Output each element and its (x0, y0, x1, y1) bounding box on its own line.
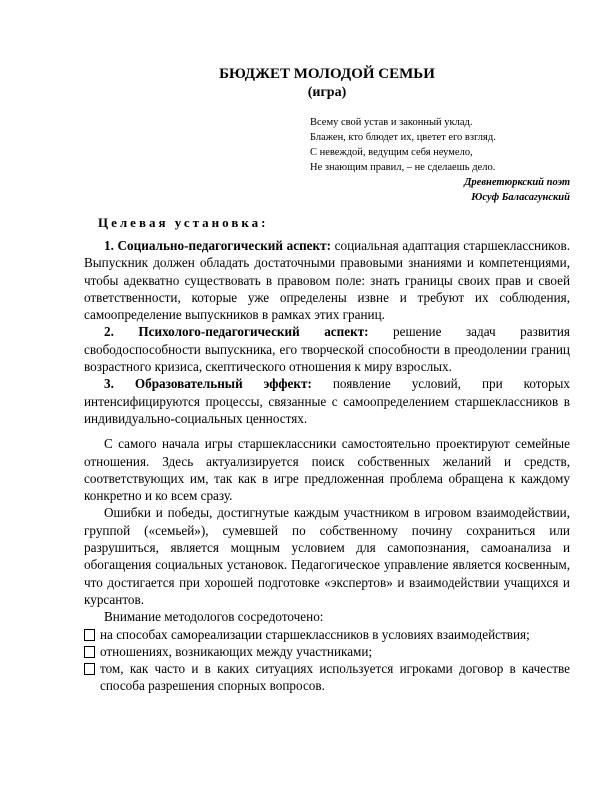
aspect-number: 3. (104, 376, 114, 392)
section-heading: Целевая установка: (98, 215, 269, 230)
list-item-text: отношениях, возникающих между участниками; (100, 643, 373, 659)
checkbox-square-icon (84, 663, 95, 675)
document-page (84, 66, 570, 695)
aspect-text: социальная адаптация старшеклассников. Выпускник должен обладать достаточными правовыми знаниями и компетенциями, чтобы адекватно существовать в правовом поле: знать границы своих прав и своей ответственности, которые уже определены извне и требуют их соблюдения, самоопределение выпускников в рамках этих границ. (84, 238, 571, 323)
list-item-text: на способах самореализации старшеклассников в условиях взаимодействия; (100, 626, 530, 642)
list-item (84, 626, 570, 643)
aspect-label: Социально-педагогический аспект: (117, 238, 331, 253)
aspect-text: решение задач развития свободоспособности выпускника, его творческой способности в преодолении границ возрастного кризиса, скептического отношения к миру взрослых. (84, 324, 570, 375)
list-item (84, 643, 570, 660)
list-item (84, 660, 570, 695)
epigraph-author-role: Древнетюркский поэт (464, 177, 570, 188)
aspect-number: 1. (104, 238, 114, 253)
aspect-label: Психолого-педагогический аспект: (138, 324, 369, 340)
checkbox-square-icon (84, 629, 95, 641)
body-paragraph: С самого начала игры старшеклассники самостоятельно проектируют семейные отношения. Здесь актуализируется поиск собственных желаний и средств, соответствующих им, так как в игре предложенная проблема обращена к каждому конкретно и ко всем сразу. (84, 436, 570, 504)
epigraph-author-name: Юсуф Баласагунский (471, 192, 570, 203)
document-title: БЮДЖЕТ МОЛОДОЙ СЕМЬИ (219, 66, 435, 82)
epigraph-line: Не знающим правил, – не сделаешь дело. (310, 162, 496, 173)
epigraph-line: Всему свой устав и законный уклад. (310, 117, 473, 128)
body-paragraph: Внимание методологов сосредоточено: (104, 609, 324, 625)
checkbox-square-icon (84, 646, 95, 658)
epigraph-line: С невеждой, ведущим себя неумело, (310, 147, 473, 158)
aspect-label: Образовательный эффект: (134, 376, 312, 392)
body-paragraph: Ошибки и победы, достигнутые каждым участником в игровом взаимодействии, группой («семьей»), сумевшей по собственному почину сохраниться или разрушиться, является мощным условием для самопознания, самоанализа и обогащения социальных установок. Педагогическое управление является косвенным, что достигается при хорошей подготовке «экспертов» и взаимодействии учащихся и курсантов. (84, 505, 570, 607)
aspect-item (84, 237, 570, 323)
epigraph-line: Блажен, кто блюдет их, цветет его взгляд. (310, 132, 496, 143)
aspect-text: появление условий, при которых интенсифицируются процессы, связанные с самоопределением старшеклассников в индивидуально-социальных ценностях. (84, 376, 571, 426)
list-item-text: том, как часто и в каких ситуациях используется игроками договор в качестве способа разрешения спорных вопросов. (100, 661, 570, 694)
document-subtitle: (игра) (307, 85, 347, 100)
aspect-item (84, 323, 570, 375)
aspect-number: 2. (104, 324, 114, 340)
epigraph (310, 115, 570, 205)
aspect-item (84, 375, 570, 427)
